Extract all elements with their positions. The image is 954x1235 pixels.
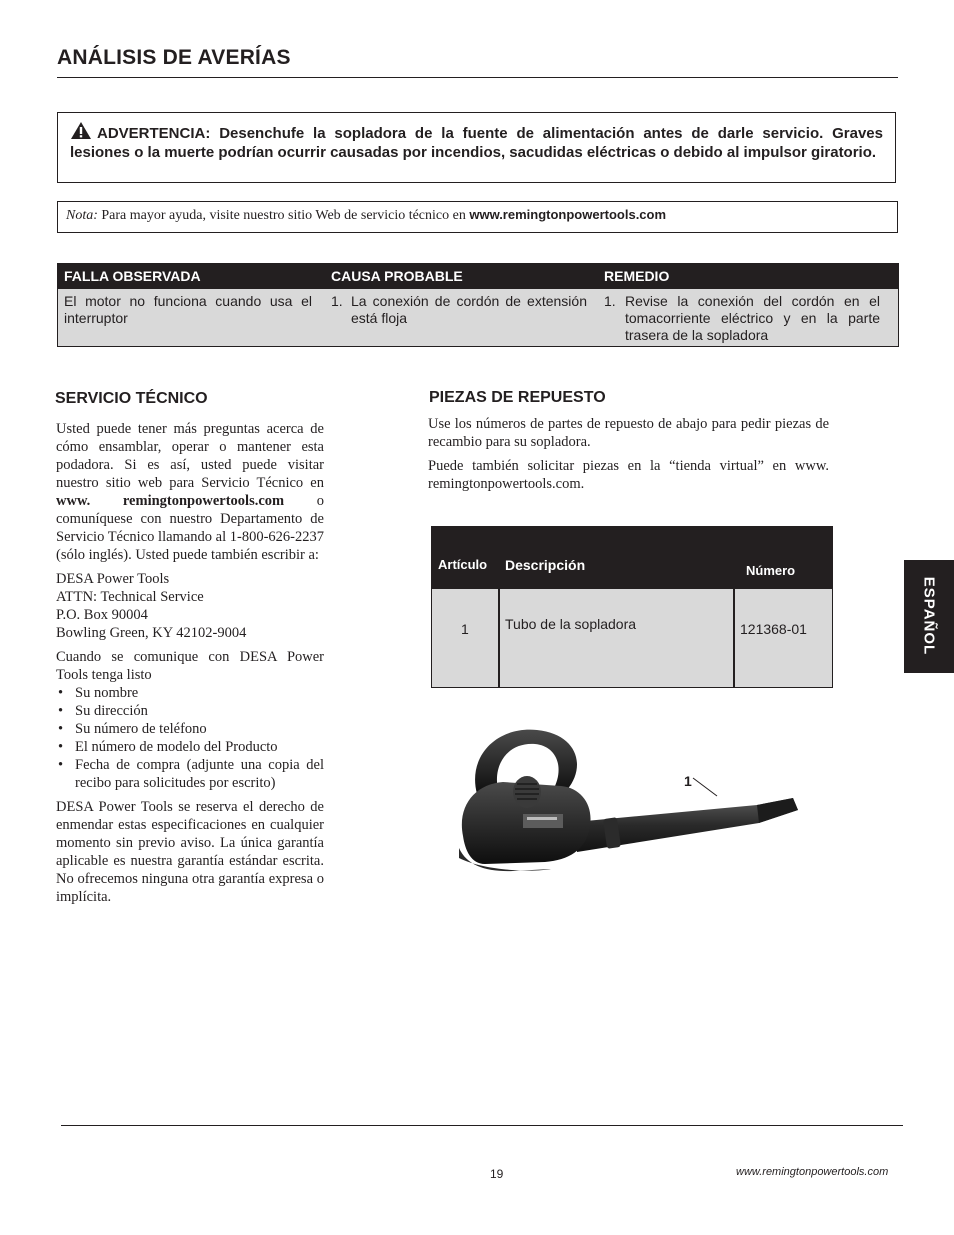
note-box <box>57 201 898 233</box>
header-numero: Número <box>746 563 796 578</box>
language-tab <box>904 560 954 673</box>
troubleshooting-table <box>57 263 899 347</box>
servicio-address: DESA Power Tools ATTN: Technical Service P.O. Box 90004 Bowling Green, KY 42102-9004 <box>56 571 247 641</box>
note-url[interactable]: www.remingtonpowertools.com <box>469 207 667 222</box>
column-divider <box>498 589 500 687</box>
piezas-column <box>428 415 829 499</box>
piezas-paragraph-2: Puede también solicitar piezas en la “tienda virtual” en www. remingtonpowertools.com. <box>428 458 829 492</box>
servicio-column <box>56 420 324 912</box>
piezas-paragraph-1: Use los números de partes de repuesto de abajo para pedir piezas de recambio para su sopladora. <box>428 416 829 450</box>
page-title: ANÁLISIS DE AVERÍAS <box>57 46 291 69</box>
header-articulo: Artículo <box>438 557 488 572</box>
warning-text: Desenchufe la sopladora de la fuente de alimentación antes de darle servicio. Graves lesiones o la muerte podrían ocurrir causadas por incendios, sacudidas eléctricas o debido al impulsor giratorio. <box>70 125 883 161</box>
header-falla: FALLA OBSERVADA <box>64 268 201 284</box>
footer-url[interactable]: www.remingtonpowertools.com <box>736 1166 889 1178</box>
note-text: Para mayor ayuda, visite nuestro sitio Web de servicio técnico en <box>101 208 466 223</box>
table-cell-causa: 1. La conexión de cordón de extensión está floja <box>331 293 587 326</box>
table-cell-articulo: 1 <box>461 621 469 637</box>
table-cell-falla: El motor no funciona cuando usa el interruptor <box>64 293 312 326</box>
header-descripcion: Descripción <box>505 557 586 573</box>
servicio-paragraph-2: Cuando se comunique con DESA Power Tools tenga listo <box>56 649 324 683</box>
servicio-heading: SERVICIO TÉCNICO <box>55 390 208 407</box>
note-label: Nota: <box>66 208 98 223</box>
parts-table-header <box>432 527 832 589</box>
troubleshooting-header <box>58 264 898 289</box>
servicio-paragraph-3: DESA Power Tools se reserva el derecho de enmendar estas especificaciones en cualquier momento sin previo aviso. La única garantía aplicable es nuestra garantía estándar escrita. No ofrecemos ninguna otra garantía expresa o implícita. <box>56 799 324 905</box>
list-item: • El número de modelo del Producto <box>58 739 278 755</box>
list-item: • Su número de teléfono <box>58 721 207 737</box>
table-cell-numero: 121368-01 <box>740 621 807 637</box>
footer-rule <box>61 1125 903 1126</box>
callout-number: 1 <box>684 773 692 789</box>
blower-illustration <box>457 726 803 872</box>
header-causa: CAUSA PROBABLE <box>331 268 463 284</box>
header-remedio: REMEDIO <box>604 268 670 284</box>
servicio-paragraph-1: Usted puede tener más preguntas acerca de cómo ensamblar, operar o mantener esta podadora. Si es así, usted puede visitar nuestro sitio web para Servicio Técnico en www. remingtonpowertools.com o comuníquese con nuestro Departamento de Servicio Técnico llamando al 1-800-626-2237 (sólo inglés). Usted puede también escribir a: <box>56 421 324 563</box>
warning-label: ADVERTENCIA: <box>97 125 211 142</box>
warning-box <box>57 112 896 183</box>
column-divider <box>733 589 735 687</box>
list-item: • Su dirección <box>58 703 148 719</box>
table-cell-descripcion: Tubo de la sopladora <box>505 616 637 632</box>
list-item: • Su nombre <box>58 685 139 701</box>
servicio-bullet-list <box>56 684 324 792</box>
warning-triangle-icon <box>70 121 92 140</box>
parts-table <box>431 526 833 688</box>
title-rule <box>57 77 898 78</box>
piezas-heading: PIEZAS DE REPUESTO <box>429 389 606 406</box>
page-number: 19 <box>490 1167 504 1181</box>
servicio-url[interactable]: www. remingtonpowertools.com <box>56 493 285 509</box>
language-tab-label: ESPAÑOL <box>920 576 938 656</box>
list-item: • Fecha de compra (adjunte una copia del recibo para solicitudes por escrito) <box>58 757 324 791</box>
table-cell-remedio: 1. Revise la conexión del cordón en el tomacorriente eléctrico y en la parte trasera de la sopladora <box>604 293 880 343</box>
